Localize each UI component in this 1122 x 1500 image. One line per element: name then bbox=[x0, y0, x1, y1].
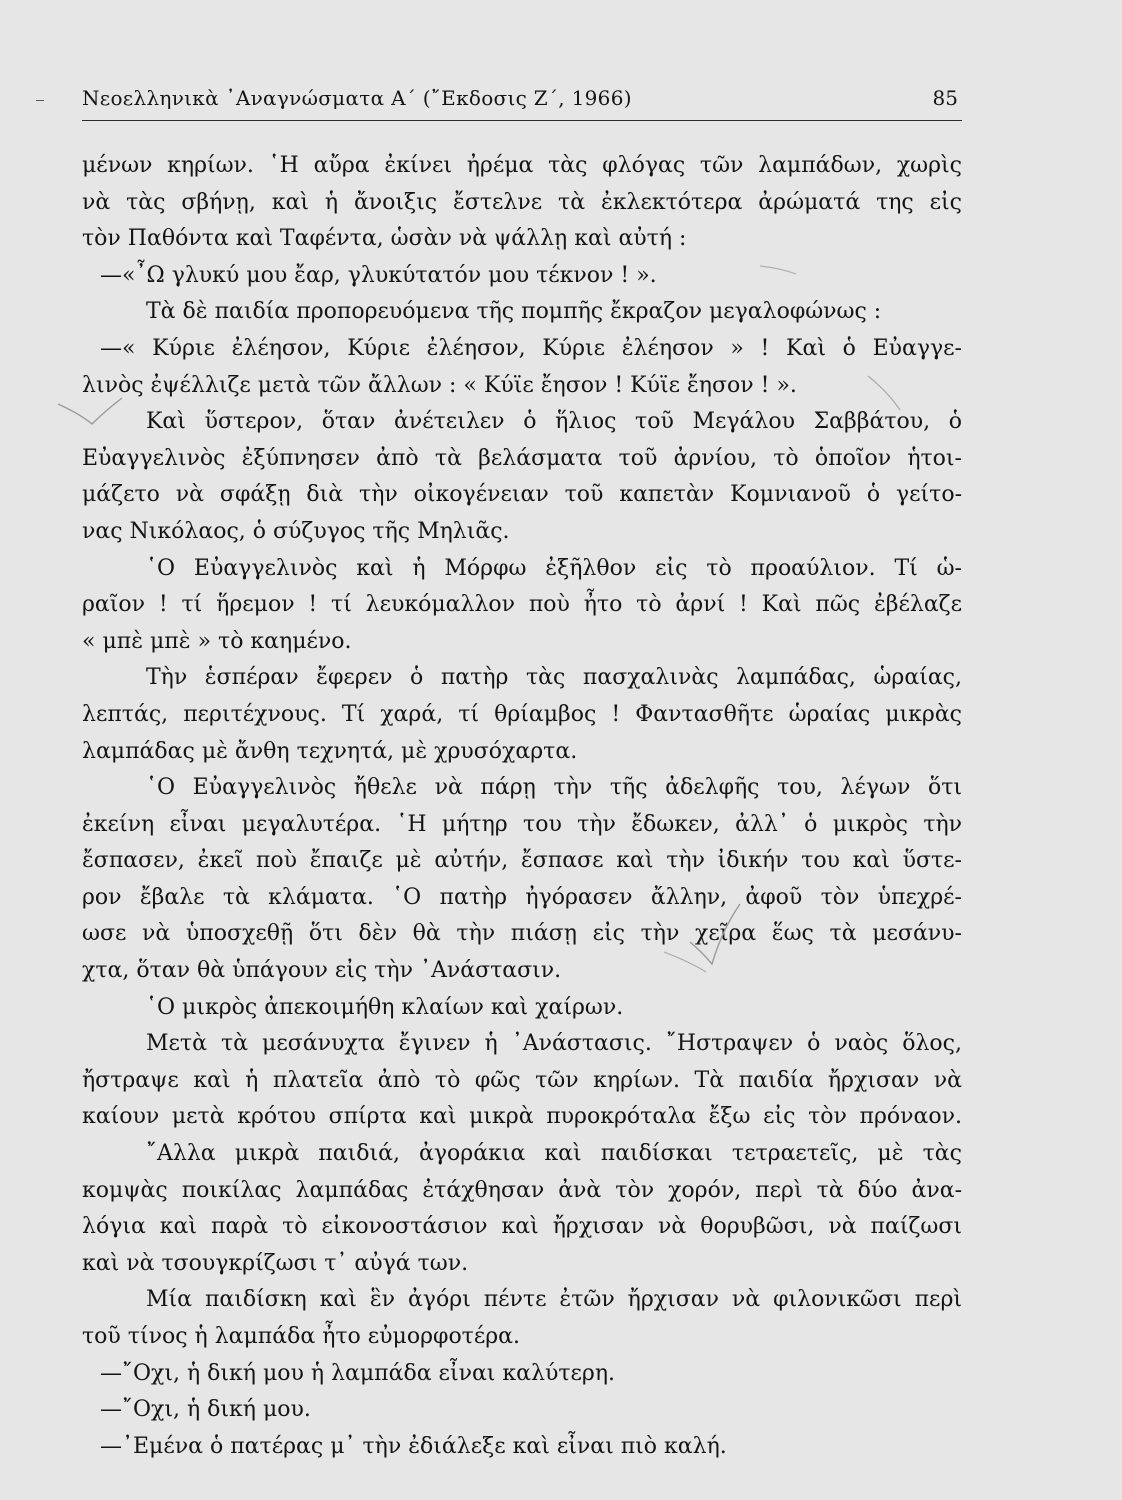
text-line: —«῏Ω γλυκύ μου ἔαρ, γλυκύτατόν μου τέκνον ! ». bbox=[100, 262, 657, 288]
margin-tick-mark bbox=[36, 100, 44, 101]
text-line: χτα, ὅταν θὰ ὑπάγουν εἰς τὴν ᾿Ανάστασιν. bbox=[82, 958, 562, 984]
text-line: καίουν μετὰ κρότου σπίρτα καὶ μικρὰ πυροκρόταλα ἔξω εἰς τὸν πρόναον. bbox=[82, 1104, 962, 1130]
text-line: λαμπάδας μὲ ἄνθη τεχνητά, μὲ χρυσόχαρτα. bbox=[82, 738, 578, 764]
text-line: λινὸς ἐψέλλιζε μετὰ τῶν ἄλλων : « Κύϊε ἔησον ! Κύϊε ἔησον ! ». bbox=[82, 372, 797, 398]
text-line: ῾Ο Εὐαγγελινὸς καὶ ἡ Μόρφω ἐξῆλθον εἰς τὸ προαύλιον. Τί ὡ- bbox=[146, 555, 962, 581]
text-line: ἐκείνη εἶναι μεγαλυτέρα. ῾Η μήτηρ του τὴν ἔδωκεν, ἀλλ᾿ ὁ μικρὸς τὴν bbox=[82, 811, 962, 837]
text-line: τὸν Παθόντα καὶ Ταφέντα, ὡσὰν νὰ ψάλλῃ καὶ αὐτή : bbox=[82, 226, 687, 252]
text-line: μένων κηρίων. ῾Η αὔρα ἐκίνει ἠρέμα τὰς φλόγας τῶν λαμπάδων, χωρὶς bbox=[82, 153, 962, 178]
text-line: —« Κύριε ἐλέησον, Κύριε ἐλέησον, Κύριε ἐλέησον » ! Καὶ ὁ Εὐαγγε- bbox=[100, 335, 962, 361]
text-line: « μπὲ μπὲ » τὸ καημένο. bbox=[82, 628, 352, 654]
text-line: τοῦ τίνος ἡ λαμπάδα ἦτο εὐμορφοτέρα. bbox=[82, 1324, 521, 1349]
text-line: νας Νικόλαος, ὁ σύζυγος τῆς Μηλιᾶς. bbox=[82, 518, 510, 544]
body-text bbox=[82, 148, 962, 1465]
text-line: ῾Ο Εὐαγγελινὸς ἤθελε νὰ πάρῃ τὴν τῆς ἀδελφῆς του, λέγων ὅτι bbox=[146, 775, 962, 801]
text-line: —῎Οχι, ἡ δική μου. bbox=[100, 1397, 311, 1423]
text-line: Εὐαγγελινὸς ἐξύπνησεν ἀπὸ τὰ βελάσματα τοῦ ἀρνίου, τὸ ὁποῖον ἡτοι- bbox=[82, 445, 962, 471]
text-line: Καὶ ὕστερον, ὅταν ἀνέτειλεν ὁ ἥλιος τοῦ Μεγάλου Σαββάτου, ὁ bbox=[146, 409, 962, 435]
text-line: Μία παιδίσκη καὶ ἓν ἀγόρι πέντε ἐτῶν ἤρχισαν νὰ φιλονικῶσι περὶ bbox=[146, 1287, 962, 1313]
text-line: Τὴν ἑσπέραν ἔφερεν ὁ πατὴρ τὰς πασχαλινὰς λαμπάδας, ὡραίας, bbox=[146, 665, 962, 691]
text-line: ρον ἔβαλε τὰ κλάματα. ῾Ο πατὴρ ἠγόρασεν ἄλλην, ἀφοῦ τὸν ὑπεχρέ- bbox=[82, 884, 962, 910]
text-line: νὰ τὰς σβήνῃ, καὶ ἡ ἄνοιξις ἔστελνε τὰ ἐκλεκτότερα ἀρώματά της εἰς bbox=[82, 189, 962, 215]
text-line: ῎Αλλα μικρὰ παιδιά, ἀγοράκια καὶ παιδίσκαι τετραετεῖς, μὲ τὰς bbox=[146, 1141, 962, 1167]
page-number: 85 bbox=[932, 86, 958, 110]
text-line: Μετὰ τὰ μεσάνυχτα ἔγινεν ἡ ᾿Ανάστασις. ῎Ηστραψεν ὁ ναὸς ὅλος, bbox=[146, 1031, 962, 1057]
text-line: ἤστραψε καὶ ἡ πλατεῖα ἀπὸ τὸ φῶς τῶν κηρίων. Τὰ παιδία ἤρχισαν νὰ bbox=[82, 1067, 962, 1093]
text-line: Τὰ δὲ παιδία προπορευόμενα τῆς πομπῆς ἔκραζον μεγαλοφώνως : bbox=[146, 299, 882, 325]
text-line: μάζετο νὰ σφάξῃ διὰ τὴν οἰκογένειαν τοῦ καπετὰν Κομνιανοῦ ὁ γείτο- bbox=[82, 482, 962, 508]
text-line: ἔσπασεν, ἐκεῖ ποὺ ἔπαιζε μὲ αὐτήν, ἔσπασε καὶ τὴν ἰδικήν του καὶ ὕστε- bbox=[82, 848, 962, 874]
text-line: —᾿Εμένα ὁ πατέρας μ᾿ τὴν ἐδιάλεξε καὶ εἶναι πιὸ καλή. bbox=[100, 1433, 727, 1459]
text-line: λόγια καὶ παρὰ τὸ εἰκονοστάσιον καὶ ἤρχισαν νὰ θορυβῶσι, νὰ παίζωσι bbox=[82, 1214, 962, 1240]
text-line: ωσε νὰ ὑποσχεθῇ ὅτι δὲν θὰ τὴν πιάσῃ εἰς τὴν χεῖρα ἕως τὰ μεσάνυ- bbox=[82, 921, 962, 947]
running-head: Νεοελληνικὰ ᾿Αναγνώσματα Α΄ (῎Εκδοσις Ζ΄, 1966) bbox=[82, 86, 632, 110]
text-line: —῎Οχι, ἡ δική μου ἡ λαμπάδα εἶναι καλύτερη. bbox=[100, 1360, 616, 1386]
text-line: λεπτάς, περιτέχνους. Τί χαρά, τί θρίαμβος ! Φαντασθῆτε ὡραίας μικρὰς bbox=[82, 701, 962, 727]
text-line: ῾Ο μικρὸς ἀπεκοιμήθη κλαίων καὶ χαίρων. bbox=[146, 994, 624, 1020]
text-line: κομψὰς ποικίλας λαμπάδας ἐτάχθησαν ἀνὰ τὸν χορόν, περὶ τὰ δύο ἀνα- bbox=[82, 1177, 962, 1203]
page-header bbox=[82, 86, 962, 121]
text-line: ραῖον ! τί ἥρεμον ! τί λευκόμαλλον ποὺ ἦτο τὸ ἀρνί ! Καὶ πῶς ἐβέλαζε bbox=[82, 592, 962, 618]
text-line: καὶ νὰ τσουγκρίζωσι τ᾿ αὐγά των. bbox=[82, 1250, 469, 1276]
